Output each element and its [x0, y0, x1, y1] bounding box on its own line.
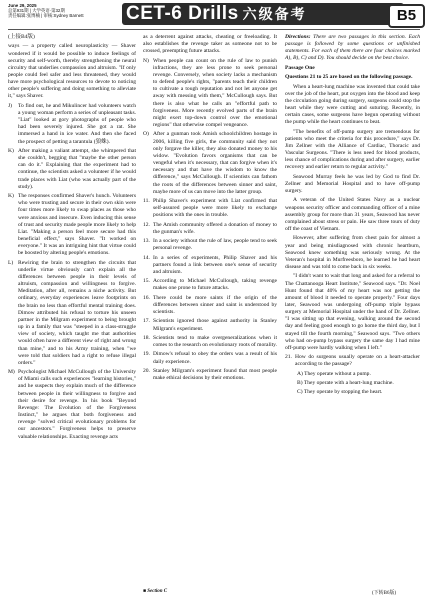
paragraph-letter: M) — [8, 369, 15, 376]
lettered-paragraph — [8, 148, 136, 191]
directions-label: Directions: — [285, 34, 311, 40]
question-item — [143, 318, 277, 332]
question-text: Scientists tend to make overgeneralizations when it comes to the research on evolutionary roots of morality. — [153, 334, 277, 349]
directions — [285, 34, 420, 63]
title-cn: 六级备考 — [242, 6, 307, 22]
question-number: 15. — [143, 278, 150, 285]
question-item — [143, 198, 277, 219]
page-number: B5 — [388, 4, 425, 28]
answer-option: A) They operate without a pump. — [297, 370, 371, 377]
paragraph-text: When people can count on the rule of law to punish infractions, they are less prone to seek personal revenge. Conversely, when society lacks a mechanism to defend people's rights, "parents teach their children to cultivate a tough reputation and not let anyone get away with messing with them," McCullough says. But there is also what he calls an "effortful path to forgiveness. More recently evolved parts of the brain might exert top-down control over the emotional regions" that otherwise compel vengeance. — [153, 57, 277, 129]
paragraph: Seawood Murray feels he was led by God to find Dr. Zellner and Memorial Hospital and to have off-pump surgery. — [285, 173, 420, 195]
question-text: Scientists ignored those against authority in Stanley Milgram's experiment. — [153, 318, 277, 332]
passage-title: Passage One — [285, 64, 315, 71]
question-item — [143, 238, 277, 252]
continued-on-label: (下转B6版) — [372, 591, 397, 596]
question-text: Stanley Milgram's experiment found that most people make ethical decisions by their emotions. — [153, 367, 277, 382]
question-number: 17. — [143, 318, 150, 325]
paragraph: as a deterrent against attacks, cheating or freeloading. It also establishes the revenge taker as someone not to be crossed, preempting future attacks. — [143, 34, 277, 55]
question-text: Philip Shaver's experiment with Liat confirmed that self-assured people were more likely to exchange positions with the ones in trouble. — [153, 198, 277, 219]
question-text: In a series of experiments, Philip Shaver and his partners found a link between one's sense of security and altruism. — [153, 254, 277, 275]
question-number: 13. — [143, 238, 150, 245]
paragraph: ways — a property called neuroplasticity — Shaver wondered if it would be possible to induce feelings of security and self-worth, thereby strengthening the neural circuitry that underlies compassion and altruism. "If only people could feel safer and less threatened, they would have more psychological resources to devote to noticing other people's suffering and doing something to alleviate it," says Shaver. — [8, 43, 136, 100]
paragraph-letter: N) — [143, 57, 149, 64]
column-middle — [143, 34, 277, 384]
question-item — [143, 295, 277, 316]
paragraph-letter: L) — [8, 259, 14, 266]
paragraph-text: Psychologist Michael McCullough of the University of Miami calls such experiences "learning histories," and he suspects they explain much of the difference between people in their willingness to forgive and their desire for revenge. In his book "Beyond Revenge: The Evolution of the Forgiveness Instinct," he argues that both forgiveness and revenge "solved critical evolutionary problems for our ancestors." Forgiveness helps to preserve valuable relationships. Exacting revenge acts — [18, 369, 136, 440]
lettered-paragraph — [8, 193, 136, 257]
paragraph-letter: O) — [143, 131, 149, 138]
paragraph-text: Rewiring the brain to strengthen the circuits that underlie virtue obviously can't explain all the differences between people in their levels of altruism, compassion and willingness to forgive. Meditation, after all, remains a niche activity. But ordinary, everyday experiences leave footprints on the brain no less than effortful mental training does. Dimow attributed his refusal to torture his unseen partner in the Milgram experiment to being brought up in a family that was "steeped in a class-struggle view of society, which taught me that authorities would often have a different view of right and wrong than mine," and to his Army training, when "we were told that soldiers had a right to refuse illegal orders." — [18, 259, 136, 366]
page-title — [126, 1, 307, 27]
paragraph: When a heart-lung machine was invented that could take over the job of the heart, put oxygen into the blood and keep the circulation going during surgery, surgeons could stop the heart while they were cutting and suturing. Recently, in certain cases, some surgeons have begun operating without the pump while the heart continues to beat. — [285, 83, 420, 126]
question-number: 11. — [143, 198, 150, 204]
paragraph-letter: J) — [8, 102, 13, 109]
paragraph-text: After a gunman took Amish schoolchildren hostage in 2006, killing five girls, the community said they not only forgave the killer, they also donated money to his widow. "Evolution favors organisms that can be vengeful when it's necessary, that can forgive when it's necessary and that have the wisdom to know the difference," says McCullough. If scientists can fathom the roots of the differences between sinner and saint, maybe more of us can move into the latter group. — [153, 131, 277, 195]
question-item — [285, 354, 420, 368]
header-meta-line: 责任编辑:张博楠 | 审核:Sydney Barnett — [8, 13, 84, 19]
question-number: 19. — [143, 351, 150, 358]
question-item — [143, 351, 277, 365]
lettered-paragraph — [143, 131, 277, 195]
header-meta — [8, 3, 118, 19]
continued-label: (上接B4版) — [8, 34, 35, 40]
question-item — [143, 278, 277, 292]
header-meta-line: 总第931期 | 大学英语·第32期 — [8, 8, 65, 14]
header-meta-line: June 29, 2025 — [8, 3, 37, 8]
question-number: 20. — [143, 367, 150, 374]
paragraph-text: After making a valiant attempt, she whimpered that she couldn't, begging that "maybe the other person can do it." Explaining that the experiment had to continue, the scientists asked a volunteer if he would trade places with Liat (who was actually part of the study). — [18, 147, 136, 190]
lettered-paragraph — [8, 103, 136, 146]
question-number: 18. — [143, 334, 150, 341]
answer-option: B) They operate with a heart-lung machine. — [297, 380, 394, 387]
question-text: Dimow's refusal to obey the orders was a result of his daily experience. — [153, 351, 277, 365]
question-number: 12. — [143, 221, 150, 228]
paragraph: "The benefits of off-pump surgery are tremendous for patients who meet the criteria for this procedure," says Dr. Jim Zellner with the Alliance of Cardiac, Thoracic and Vascular Surgeons. "There is less need for blood products, less chance of complications during and after surgery, earlier recovery and earlier return to regular activity." — [285, 128, 420, 171]
question-number: 21. — [285, 354, 292, 361]
answer-option: C) They operate by stopping the heart. — [297, 389, 383, 396]
question-number: 14. — [143, 254, 150, 261]
lettered-paragraph — [8, 260, 136, 367]
section-label: ■ Section C — [143, 589, 168, 594]
paragraph: "I didn't want to wait that long and asked for a referral to The Chattanooga Heart Institute," Seawood says. "Dr. Noel Hunt found that 40% of my heart was not getting the amount of blood it needed to operate properly." Four days later, Seawood was undergoing off-pump triple bypass surgery at Memorial Hospital under the hand of Dr. Zellner. "I was sitting up that evening, walking around the second day and feeling good enough to go home the third day, but I stayed till the fourth morning," Seawood says. "Two others who had on-pump bypass surgery the same day I had mine off-pump were hardly walking when I left." — [285, 273, 420, 351]
directions-text: There are two passages in this section. Each passage is followed by some questions or unfinished statements. For each of them there are four choices marked A), B), C) and D). You should decide on the best choice. — [285, 34, 420, 62]
question-item — [143, 222, 277, 236]
header-divider — [8, 29, 420, 30]
page-header — [0, 0, 427, 30]
lettered-paragraph — [143, 58, 277, 130]
lettered-paragraph — [8, 369, 136, 441]
question-number: 16. — [143, 294, 150, 301]
question-item — [143, 255, 277, 276]
paragraph: However, after suffering from chest pain for almost a year and being misdiagnosed with chronic heartburn, Seawood knew something was seriously wrong. At the Veteran's hospital in Murfreesboro, he learned he had heart disease and was told to come back in six weeks. — [285, 235, 420, 270]
column-left — [8, 34, 136, 443]
paragraph-text: To find out, he and Mikulincer had volunteers watch a young woman perform a series of unpleasant tasks. "Liat" looked at gory photographs of people who had been severely injured. She got a rat. She immersed a hand in ice water. And then she faced the prospect of petting a tarantula (狼蛛). — [18, 102, 136, 145]
paragraph-text: The responses confirmed Shaver's hunch. Volunteers who were trusting and secure in their own skin were four times more likely to swap places as those who were anxious and insecure. Even inducing this sense of trust and security made people more likely to help Liat. "Making a person feel more secure had this beneficial effect," says Shaver. "It worked on everyone." It was an intriguing hint that virtue could be boosted by altering people's emotions. — [18, 193, 136, 257]
question-item — [143, 368, 277, 382]
question-text: The Amish community offered a donation of money to the gunman's wife. — [153, 221, 277, 235]
question-text: According to Michael McCullough, taking revenge makes one prone to future attacks. — [153, 278, 277, 292]
passage-subtitle: Questions 21 to 25 are based on the following passage. — [285, 74, 413, 81]
paragraph: A veteran of the United States Navy as a nuclear weapons security officer and commanding officer of a mine assembly group for more than 31 years, Seawood has never complained about stress or pain. He saw three tours of duty off the coast of Vietnam. — [285, 197, 420, 233]
question-text: How do surgeons usually operate on a heart-attacker according to the passage? — [295, 354, 420, 368]
column-right — [285, 34, 420, 399]
paragraph-letter: K) — [8, 193, 14, 200]
question-text: There could be more saints if the origin of the differences between sinner and saint is understood by scientists. — [153, 294, 277, 316]
question-text: In a society without the rule of law, people tend to seek personal revenge. — [153, 238, 277, 252]
question-item — [143, 335, 277, 349]
paragraph-letter: K) — [8, 147, 14, 154]
title-en: CET-6 Drills — [126, 3, 239, 24]
